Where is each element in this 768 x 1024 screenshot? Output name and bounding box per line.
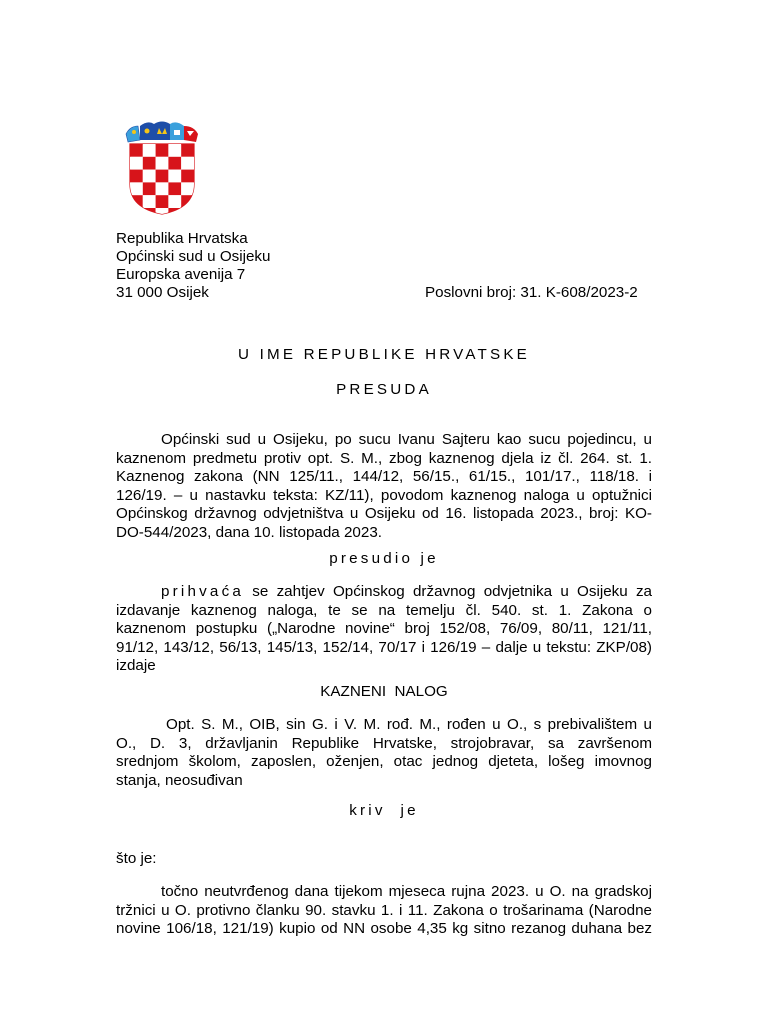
crown bbox=[126, 122, 198, 143]
checker-square bbox=[143, 182, 156, 195]
heading-penal-order bbox=[116, 683, 652, 700]
checker-square bbox=[168, 157, 181, 170]
accepts-line: izdavanje kaznenog naloga, te se na temelju čl. 540. st. 1. Zakona o bbox=[116, 601, 652, 619]
penal-order-text: KAZNENI NALOG bbox=[320, 683, 448, 700]
checker-square bbox=[156, 144, 169, 157]
checker-square bbox=[181, 170, 194, 183]
checker-square bbox=[168, 170, 181, 183]
checker-square bbox=[143, 195, 156, 208]
heading-verdict: PRESUDA bbox=[336, 381, 432, 398]
facts-line: novine 106/18, 121/19) kupio od NN osobe 4,35 kg sitno rezanog duhana bez bbox=[116, 920, 652, 937]
defendant-paragraph bbox=[116, 716, 652, 790]
defendant-line: O., D. 3, državljanin Republike Hrvatske, strojobravar, sa završenom bbox=[116, 734, 652, 752]
facts-line: tržnici u O. protivno članku 90. stavku 1. i 11. Zakona o trošarinama (Narodne bbox=[116, 901, 652, 919]
checker-square bbox=[130, 208, 143, 216]
checker-square bbox=[181, 208, 194, 216]
heading-guilty: kriv je bbox=[349, 802, 419, 819]
intro-line: kaznenom predmetu protiv opt. S. M., zbog kaznenog djela iz čl. 264. st. 1. bbox=[116, 449, 652, 467]
intro-line: Općinski sud u Osijeku, po sucu Ivanu Sajteru kao sucu pojedincu, u bbox=[161, 431, 652, 448]
court-address bbox=[116, 230, 270, 302]
checker-square bbox=[156, 157, 169, 170]
checker-square bbox=[168, 195, 181, 208]
intro-line: DO-544/2023, dana 10. listopada 2023. bbox=[116, 523, 382, 541]
checker-square bbox=[130, 170, 143, 183]
intro-line: Kaznenog zakona (NN 125/11., 144/12, 56/15., 61/15., 101/17., 118/18. i bbox=[116, 468, 652, 485]
checker-square bbox=[168, 182, 181, 195]
accepts-line: kaznenom postupku („Narodne novine“ broj 152/08, 76/09, 80/11, 121/11, bbox=[116, 620, 652, 637]
checker-square bbox=[130, 182, 143, 195]
checker-square bbox=[181, 157, 194, 170]
checker-square bbox=[156, 170, 169, 183]
checker-square bbox=[168, 144, 181, 157]
heading-in-name: U IME REPUBLIKE HRVATSKE bbox=[237, 346, 530, 363]
defendant-line: Opt. S. M., OIB, sin G. i V. M. rođ. M., rođen u O., s prebivalištem u bbox=[166, 716, 652, 733]
address-line: 31 000 Osijek bbox=[116, 284, 209, 301]
checker-square bbox=[156, 182, 169, 195]
accepts-line: 91/12, 143/12, 56/13, 145/13, 152/14, 70/17 i 126/19 – dalje u tekstu: ZKP/08) bbox=[116, 638, 652, 656]
accepts-line: izdaje bbox=[116, 657, 156, 674]
accepts-word: prihvaća bbox=[161, 583, 245, 600]
address-line: Općinski sud u Osijeku bbox=[116, 248, 271, 265]
intro-paragraph bbox=[116, 431, 652, 542]
intro-line: Općinskog državnog odvjetništva u Osijeku od 16. listopada 2023., broj: KO- bbox=[116, 505, 652, 522]
coat-of-arms-icon bbox=[124, 120, 200, 216]
checker-square bbox=[143, 170, 156, 183]
address-line: Republika Hrvatska bbox=[116, 230, 248, 247]
facts-line: točno neutvrđenog dana tijekom mjeseca rujna 2023. u O. na gradskoj bbox=[161, 883, 652, 900]
checker-square bbox=[130, 157, 143, 170]
checker-square bbox=[181, 182, 194, 195]
accepts-text: se zahtjev Općinskog državnog odvjetnika u Osijeku za bbox=[252, 583, 652, 600]
heading-decided: presudio je bbox=[329, 550, 439, 567]
checker-square bbox=[143, 157, 156, 170]
checker-square bbox=[181, 144, 194, 157]
defendant-line: stanja, neosuđivan bbox=[116, 771, 243, 789]
defendant-line: srednjom školom, zaposlen, oženjen, otac jednog djeteta, lošeg imovnog bbox=[116, 753, 652, 770]
checker-square bbox=[156, 195, 169, 208]
intro-line: 126/19. – u nastavku teksta: KZ/11), povodom kaznenog naloga u optužnici bbox=[116, 486, 652, 504]
case-number: Poslovni broj: 31. K-608/2023-2 bbox=[425, 284, 638, 301]
facts-paragraph bbox=[116, 883, 652, 939]
checker-square bbox=[156, 208, 169, 216]
accepts-paragraph bbox=[116, 583, 652, 676]
checker-square bbox=[130, 144, 143, 157]
checker-square bbox=[143, 144, 156, 157]
accepts-line bbox=[116, 583, 652, 602]
that-is-label: što je: bbox=[116, 850, 157, 867]
address-line: Europska avenija 7 bbox=[116, 266, 246, 283]
